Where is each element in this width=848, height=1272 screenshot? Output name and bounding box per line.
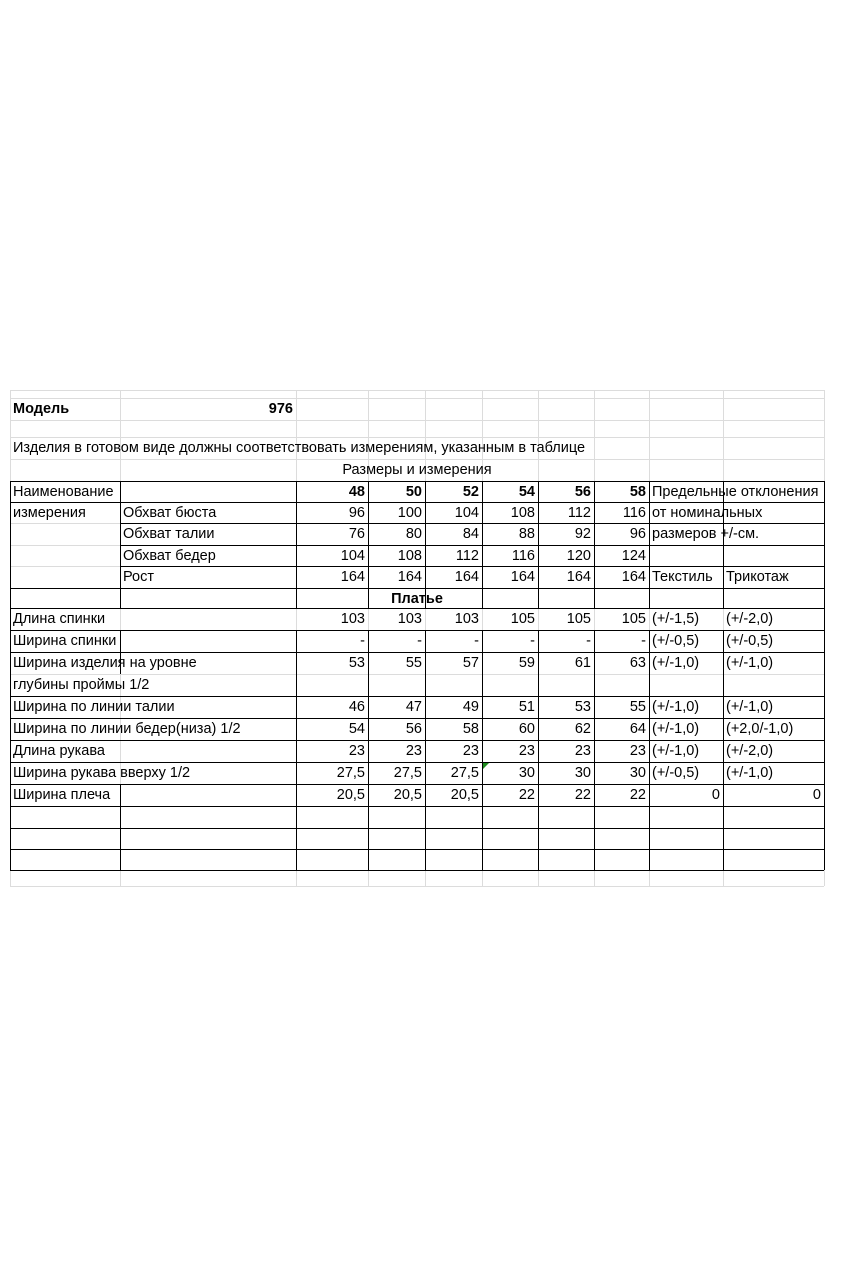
product-row-knit[interactable]: (+2,0/-1,0)	[726, 721, 794, 737]
product-title[interactable]: Платье	[391, 591, 443, 607]
product-row-value[interactable]: 103	[454, 611, 479, 627]
body-measure-value[interactable]: 76	[348, 526, 365, 542]
body-measure-value[interactable]: 124	[621, 548, 646, 564]
product-row-value[interactable]: -	[474, 633, 479, 649]
product-row-value[interactable]: -	[586, 633, 591, 649]
product-row-value[interactable]: 53	[574, 699, 591, 715]
section-title[interactable]: Размеры и измерения	[342, 462, 492, 478]
product-row-label[interactable]: Ширина по линии талии	[13, 699, 175, 715]
product-row-value[interactable]: 47	[405, 699, 422, 715]
product-row-knit[interactable]: (+/-1,0)	[726, 655, 774, 671]
product-row-value[interactable]: 105	[621, 611, 646, 627]
product-row-label[interactable]: Длина спинки	[13, 611, 106, 627]
product-row-value[interactable]: 54	[348, 721, 365, 737]
product-row-value[interactable]: -	[360, 633, 365, 649]
body-measure-value[interactable]: 112	[455, 548, 479, 564]
body-measure-value[interactable]: 164	[397, 569, 422, 585]
product-row-value[interactable]: -	[417, 633, 422, 649]
product-row-value[interactable]: 64	[629, 721, 646, 737]
size-header-56[interactable]: 56	[574, 484, 591, 500]
body-measure-value[interactable]: 92	[574, 526, 591, 542]
gridline	[10, 886, 824, 887]
product-row-value[interactable]: 30	[518, 765, 535, 781]
product-row-value[interactable]	[538, 675, 594, 697]
body-measure-value[interactable]: 116	[622, 505, 646, 521]
product-row-label[interactable]: глубины проймы 1/2	[13, 677, 150, 693]
product-row-value[interactable]	[482, 675, 538, 697]
knit-header[interactable]: Трикотаж	[726, 569, 789, 585]
product-row-value[interactable]: -	[641, 633, 646, 649]
product-row-label[interactable]: Ширина спинки	[13, 633, 117, 649]
product-row-value[interactable]	[368, 675, 425, 697]
product-row-value[interactable]: 23	[405, 743, 422, 759]
product-row-value[interactable]: 105	[566, 611, 591, 627]
product-row-value[interactable]: 46	[348, 699, 365, 715]
body-measure-value[interactable]: 164	[566, 569, 591, 585]
tolerance-header-line2[interactable]: от номинальных	[652, 505, 763, 521]
product-row-textile[interactable]: (+/-0,5)	[652, 633, 700, 649]
cell-border	[10, 870, 824, 871]
body-measure-value[interactable]: 104	[454, 505, 479, 521]
product-row-value[interactable]: 58	[462, 721, 479, 737]
product-row-value[interactable]: 30	[629, 765, 646, 781]
body-measure-value[interactable]: 108	[397, 548, 422, 564]
product-row-value[interactable]: 27,5	[336, 765, 365, 781]
product-row-value[interactable]: 105	[510, 611, 535, 627]
product-row-knit[interactable]: (+/-2,0)	[726, 743, 774, 759]
product-row-value[interactable]: 27,5	[393, 765, 422, 781]
product-row-value[interactable]: 57	[462, 655, 479, 671]
product-row-value[interactable]: 60	[518, 721, 535, 737]
product-row-label[interactable]: Ширина изделия на уровне	[13, 655, 197, 671]
model-label[interactable]: Модель	[13, 401, 70, 417]
product-row-value[interactable]: 53	[348, 655, 365, 671]
body-measure-value[interactable]: 120	[566, 548, 591, 564]
product-row-value[interactable]: 22	[629, 787, 646, 803]
body-measure-value[interactable]: 164	[621, 569, 646, 585]
body-measure-value[interactable]: 80	[405, 526, 422, 542]
body-measure-value[interactable]: 84	[462, 526, 479, 542]
product-row-value[interactable]: 55	[629, 699, 646, 715]
model-number[interactable]: 976	[268, 401, 293, 417]
product-row-value[interactable]: 27,5	[450, 765, 479, 781]
product-row-value[interactable]: 23	[629, 743, 646, 759]
body-measure-label[interactable]: Рост	[123, 569, 154, 585]
product-row-value[interactable]	[296, 675, 368, 697]
size-header-54[interactable]: 54	[518, 484, 535, 500]
body-measure-value[interactable]: 112	[567, 505, 591, 521]
product-row-value[interactable]: 62	[574, 721, 591, 737]
product-row-textile[interactable]: (+/-1,0)	[652, 743, 700, 759]
body-measure-label[interactable]: Обхват талии	[123, 526, 215, 542]
product-row-knit[interactable]: (+/-0,5)	[726, 633, 774, 649]
product-row-value[interactable]	[594, 675, 649, 697]
product-row-knit[interactable]: (+/-2,0)	[726, 611, 774, 627]
body-measure-value[interactable]: 164	[454, 569, 479, 585]
product-row-textile[interactable]: (+/-1,0)	[652, 721, 700, 737]
size-header-48[interactable]: 48	[348, 484, 365, 500]
body-measure-value[interactable]: 164	[340, 569, 365, 585]
product-row-value[interactable]: 20,5	[393, 787, 422, 803]
size-header-50[interactable]: 50	[405, 484, 422, 500]
product-row-value[interactable]: 22	[518, 787, 535, 803]
product-row-value[interactable]: 59	[518, 655, 535, 671]
product-row-knit[interactable]: (+/-1,0)	[726, 699, 774, 715]
product-row-label[interactable]: Ширина по линии бедер(низа) 1/2	[13, 721, 241, 737]
product-row-knit[interactable]	[723, 675, 824, 697]
product-row-value[interactable]: -	[530, 633, 535, 649]
product-row-knit[interactable]: (+/-1,0)	[726, 765, 774, 781]
product-row-value[interactable]: 20,5	[336, 787, 365, 803]
product-row-textile[interactable]: (+/-1,0)	[652, 699, 700, 715]
product-row-value[interactable]: 22	[574, 787, 591, 803]
header-name-line2[interactable]: измерения	[13, 505, 86, 521]
size-header-58[interactable]: 58	[629, 484, 646, 500]
note-text[interactable]: Изделия в готовом виде должны соответствовать измерениям, указанным в таблице	[13, 440, 586, 456]
cell-border	[10, 828, 824, 829]
product-row-value[interactable]: 23	[574, 743, 591, 759]
cell-border	[10, 588, 120, 589]
body-measure-value[interactable]: 100	[397, 505, 422, 521]
product-row-label[interactable]: Длина рукава	[13, 743, 105, 759]
product-row-value[interactable]: 61	[574, 655, 591, 671]
product-row-value[interactable]: 20,5	[450, 787, 479, 803]
product-row-value[interactable]	[425, 675, 482, 697]
product-row-value[interactable]: 56	[405, 721, 422, 737]
gridline	[10, 390, 824, 391]
product-row-label[interactable]: Ширина плеча	[13, 787, 111, 803]
product-row-value[interactable]: 23	[348, 743, 365, 759]
body-measure-value[interactable]: 88	[518, 526, 535, 542]
cell-border	[824, 481, 825, 870]
cell-border	[10, 849, 824, 850]
product-row-value[interactable]: 30	[574, 765, 591, 781]
size-header-52[interactable]: 52	[462, 484, 479, 500]
body-measure-value[interactable]: 104	[340, 548, 365, 564]
product-row-value[interactable]: 63	[629, 655, 646, 671]
body-measure-label[interactable]: Обхват бюста	[123, 505, 217, 521]
product-row-value[interactable]: 49	[462, 699, 479, 715]
tolerance-header[interactable]: Предельные отклонения	[652, 484, 819, 500]
product-row-textile[interactable]: (+/-1,0)	[652, 655, 700, 671]
body-measure-value[interactable]: 164	[510, 569, 535, 585]
body-measure-value[interactable]: 116	[511, 548, 535, 564]
product-row-textile[interactable]: 0	[711, 787, 720, 803]
error-indicator-icon	[483, 763, 489, 769]
body-measure-value[interactable]: 96	[348, 505, 365, 521]
product-row-value[interactable]: 55	[405, 655, 422, 671]
product-row-label[interactable]: Ширина рукава вверху 1/2	[13, 765, 191, 781]
textile-header[interactable]: Текстиль	[652, 569, 713, 585]
product-row-textile[interactable]	[649, 675, 723, 697]
product-row-textile[interactable]: (+/-1,5)	[652, 611, 700, 627]
product-row-value[interactable]: 23	[518, 743, 535, 759]
tolerance-header-line3[interactable]: размеров +/-см.	[652, 526, 760, 542]
product-row-value[interactable]: 23	[462, 743, 479, 759]
product-row-value[interactable]: 103	[340, 611, 365, 627]
product-row-knit[interactable]: 0	[812, 787, 821, 803]
header-name[interactable]: Наименование	[13, 484, 114, 500]
body-measure-value[interactable]: 108	[510, 505, 535, 521]
product-row-value[interactable]: 103	[397, 611, 422, 627]
body-measure-value[interactable]: 96	[629, 526, 646, 542]
product-row-value[interactable]: 51	[518, 699, 535, 715]
product-row-textile[interactable]: (+/-0,5)	[652, 765, 700, 781]
body-measure-label[interactable]: Обхват бедер	[123, 548, 216, 564]
